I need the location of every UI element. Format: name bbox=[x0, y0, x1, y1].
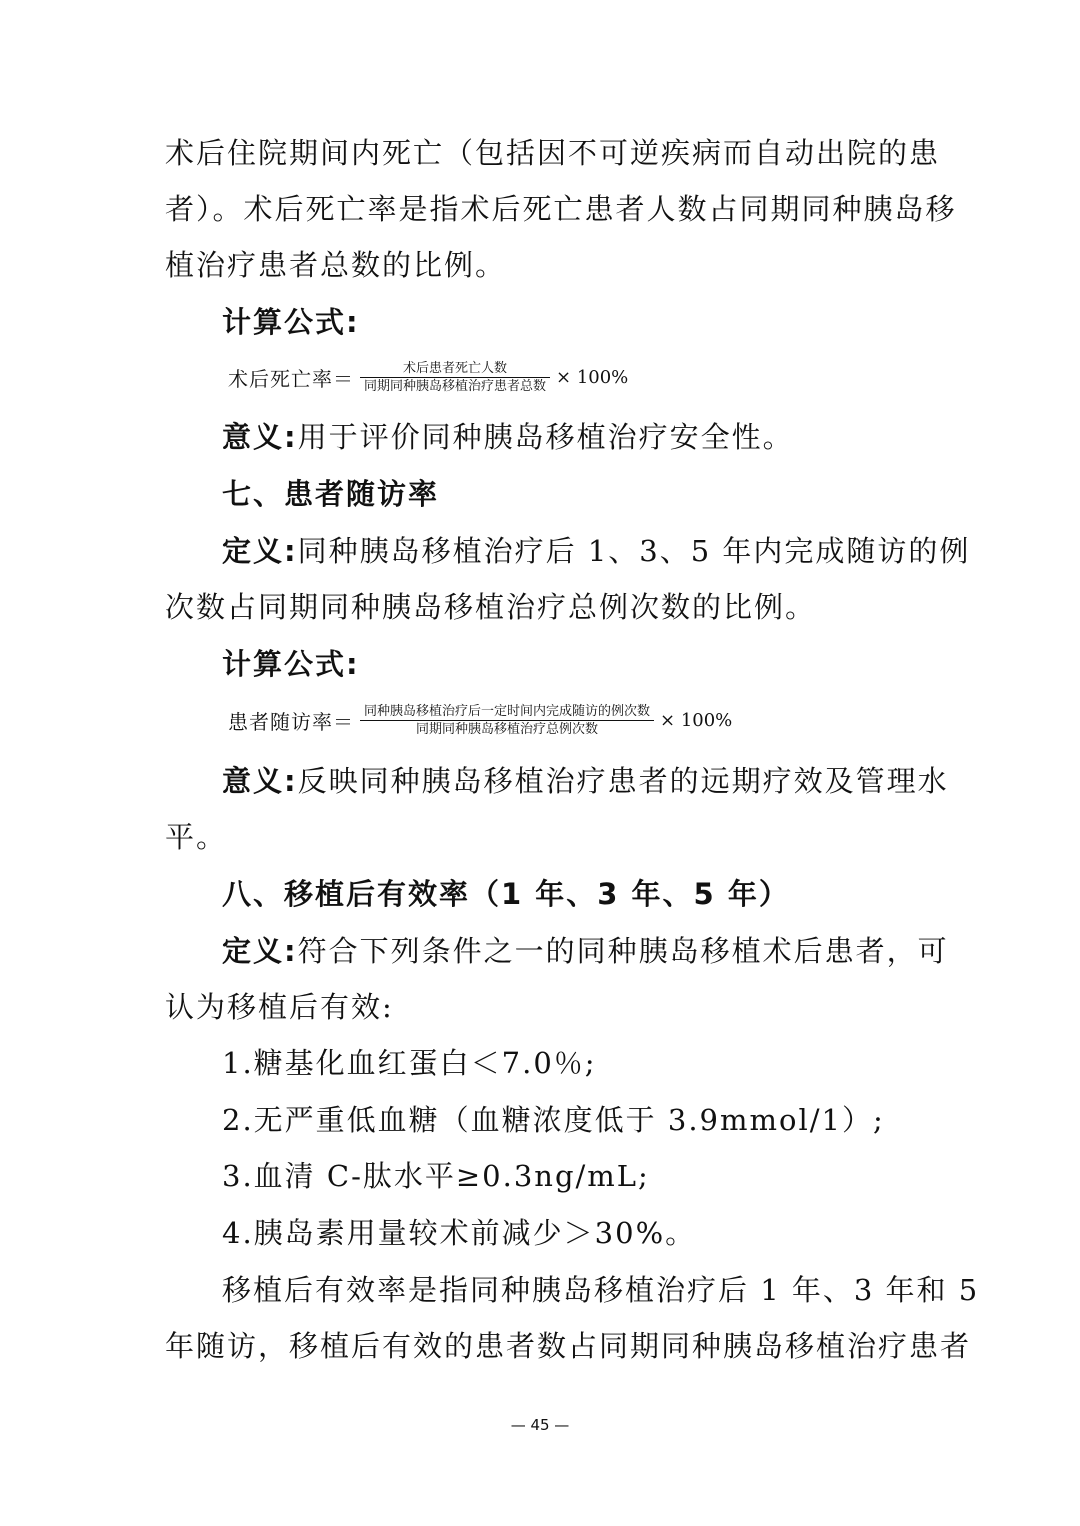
criteria-item: 3.血清 C-肽水平≥0.3ng/mL; bbox=[222, 1159, 650, 1193]
page-number: — 45 — bbox=[510, 1416, 570, 1434]
section-heading-7: 七、患者随访率 bbox=[222, 477, 440, 511]
paragraph-line: 术后住院期间内死亡（包括因不可逆疾病而自动出院的患 bbox=[165, 136, 941, 170]
criteria-item: 1.糖基化血红蛋白＜7.0％; bbox=[222, 1046, 597, 1080]
paragraph-line: 次数占同期同种胰岛移植治疗总例次数的比例。 bbox=[165, 590, 817, 624]
formula-denominator: 同期同种胰岛移植治疗总例次数 bbox=[416, 722, 599, 737]
paragraph-line: 移植后有效率是指同种胰岛移植治疗后 1 年、3 年和 5 bbox=[222, 1273, 980, 1307]
meaning-label: 意义: bbox=[222, 764, 298, 798]
definition-text: 同种胰岛移植治疗后 1、3、5 年内完成随访的例 bbox=[297, 534, 971, 568]
definition-line bbox=[222, 931, 949, 971]
criteria-item: 4.胰岛素用量较术前减少＞30%。 bbox=[222, 1216, 697, 1250]
formula-multiplier: × 100% bbox=[660, 710, 733, 731]
paragraph-line: 认为移植后有效: bbox=[165, 990, 394, 1024]
formula-fraction bbox=[360, 703, 654, 738]
formula-denominator: 同期同种胰岛移植治疗患者总数 bbox=[364, 379, 547, 394]
criteria-item: 2.无严重低血糖（血糖浓度低于 3.9mmol/1）; bbox=[222, 1103, 885, 1137]
meaning-text: 用于评价同种胰岛移植治疗安全性。 bbox=[297, 420, 794, 454]
paragraph-line: 年随访，移植后有效的患者数占同期同种胰岛移植治疗患者 bbox=[165, 1329, 972, 1363]
formula-numerator: 同种胰岛移植治疗后一定时间内完成随访的例次数 bbox=[364, 704, 651, 719]
formula-fraction bbox=[360, 360, 550, 395]
meaning-line bbox=[222, 761, 949, 801]
paragraph-line: 者）。术后死亡率是指术后死亡患者人数占同期同种胰岛移 bbox=[165, 192, 957, 226]
formula-numerator: 术后患者死亡人数 bbox=[403, 361, 508, 376]
definition-line bbox=[222, 531, 971, 571]
section-heading-8: 八、移植后有效率（1 年、3 年、5 年） bbox=[222, 877, 790, 911]
meaning-text: 反映同种胰岛移植治疗患者的远期疗效及管理水 bbox=[297, 764, 949, 798]
formula-heading: 计算公式: bbox=[222, 305, 360, 339]
meaning-line bbox=[222, 417, 915, 457]
formula-followup-rate bbox=[228, 703, 732, 738]
definition-text: 符合下列条件之一的同种胰岛移植术后患者，可 bbox=[297, 934, 949, 968]
formula-mortality-rate bbox=[228, 360, 628, 395]
formula-heading: 计算公式: bbox=[222, 647, 360, 681]
meaning-label: 意义: bbox=[222, 420, 298, 454]
formula-lhs: 患者随访率＝ bbox=[228, 710, 354, 734]
paragraph-line: 植治疗患者总数的比例。 bbox=[165, 248, 507, 282]
formula-multiplier: × 100% bbox=[556, 367, 629, 388]
definition-label: 定义: bbox=[222, 534, 298, 568]
paragraph-line: 平。 bbox=[165, 820, 228, 854]
definition-label: 定义: bbox=[222, 934, 298, 968]
formula-lhs: 术后死亡率＝ bbox=[228, 367, 354, 391]
